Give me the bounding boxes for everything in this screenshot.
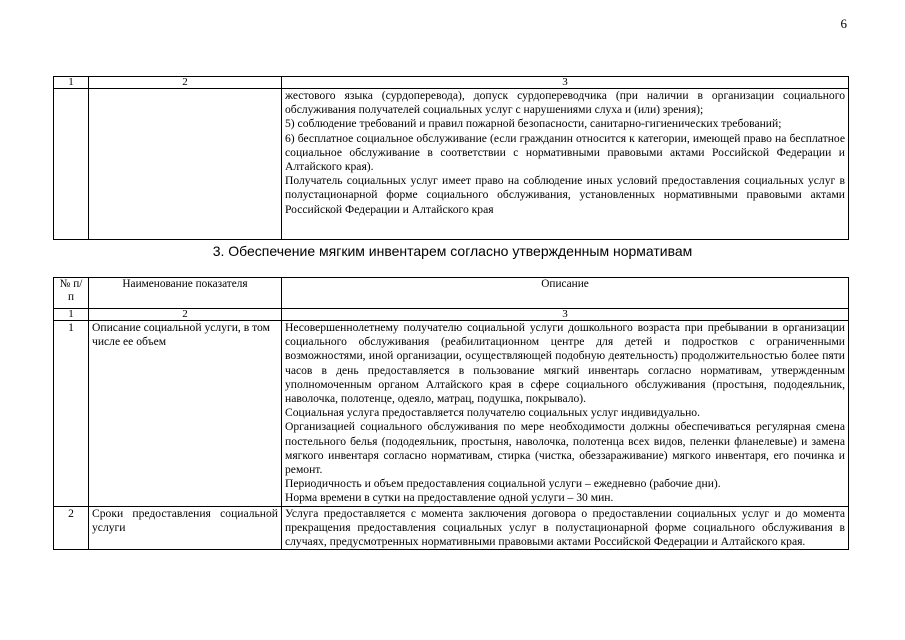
column-index-2: 2 (89, 77, 282, 89)
description-paragraph: 5) соблюдение требований и правил пожарной безопасности, санитарно-гигиенических требований; (285, 117, 782, 131)
description-paragraph: жестового языка (сурдоперевода), допуск сурдопереводчика (при наличии в организации социального обслуживания получателей социальных услуг с нарушениями слуха и (или) зрения); (285, 89, 845, 117)
table-row (54, 321, 849, 507)
column-index-row (54, 77, 849, 89)
description-paragraph: 6) бесплатное социальное обслуживание (если гражданин относится к категории, имеющей право на бесплатное социальное обслуживание в соответствии с нормативными правовыми актами Российской Федерации и Алтайского края). (285, 131, 845, 174)
column-index-2: 2 (89, 309, 282, 321)
soft-inventory-table (53, 277, 849, 550)
description-paragraph: Несовершеннолетнему получателю социальной услуги дошкольного возраста при пребывании в организации социального обслуживания (реабилитационном центре для детей и подростков с ограниченными возможностями, иной организации, осуществляющей подобную деятельность) продолжительностью более пяти часов в день предоставляется в пользование мягкий инвентарь согласно нормативам, утвержденным уполномоченным органом Алтайского края в сфере социального обслуживания (простыня, пододеяльник, наволочка, полотенце, одеяло, матрац, подушка, покрывало). (285, 321, 845, 406)
header-description: Описание (282, 278, 849, 309)
column-index-row (54, 309, 849, 321)
header-row (54, 278, 849, 309)
indicator-name: Сроки предоставления социальной услуги (89, 506, 282, 550)
description-paragraph: Организацией социального обслуживания по мере необходимости должны обеспечиваться регулярная смена постельного белья (пододеяльник, простыня, наволочка, полотенца всех видов, пеленки фланелевые) и замена мягкого инвентаря согласно нормативам, стирка (чистка, обеззараживание) мягкого инвентаря, его починка и ремонт. (285, 420, 845, 477)
table-row (54, 89, 849, 240)
table-row (54, 506, 849, 550)
row-number: 2 (54, 506, 89, 550)
header-name: Наименование показателя (89, 278, 282, 309)
indicator-description (282, 89, 849, 240)
column-index-3: 3 (282, 77, 849, 89)
page-number: 6 (840, 16, 847, 31)
column-index-3: 3 (282, 309, 849, 321)
description-paragraph: Услуга предоставляется с момента заключения договора о предоставлении социальных услуг и до момента прекращения предоставления социальных услуг в полустационарной форме социального обслуживания в случаях, предусмотренных нормативными правовыми актами Российской Федерации и Алтайского края. (285, 506, 845, 549)
indicator-description (282, 321, 849, 507)
section-heading: 3. Обеспечение мягким инвентарем согласно утвержденным нормативам (212, 243, 693, 259)
description-paragraph: Получатель социальных услуг имеет право на соблюдение иных условий предоставления социальных услуг в полустационарной форме социального обслуживания, установленных нормативными правовыми актами Российской Федерации и Алтайского края (285, 174, 845, 216)
indicator-description (282, 506, 849, 550)
column-index-1: 1 (54, 77, 89, 89)
description-paragraph: Норма времени в сутки на предоставление одной услуги – 30 мин. (285, 491, 614, 505)
indicator-name (89, 89, 282, 240)
continuation-table (53, 76, 849, 240)
header-num: № п/п (54, 278, 89, 309)
indicator-name: Описание социальной услуги, в том числе ее объем (89, 321, 282, 507)
description-paragraph: Социальная услуга предоставляется получателю социальных услуг индивидуально. (285, 406, 700, 420)
row-number: 1 (54, 321, 89, 507)
column-index-1: 1 (54, 309, 89, 321)
row-number (54, 89, 89, 240)
description-paragraph: Периодичность и объем предоставления социальной услуги – ежедневно (рабочие дни). (285, 477, 721, 491)
